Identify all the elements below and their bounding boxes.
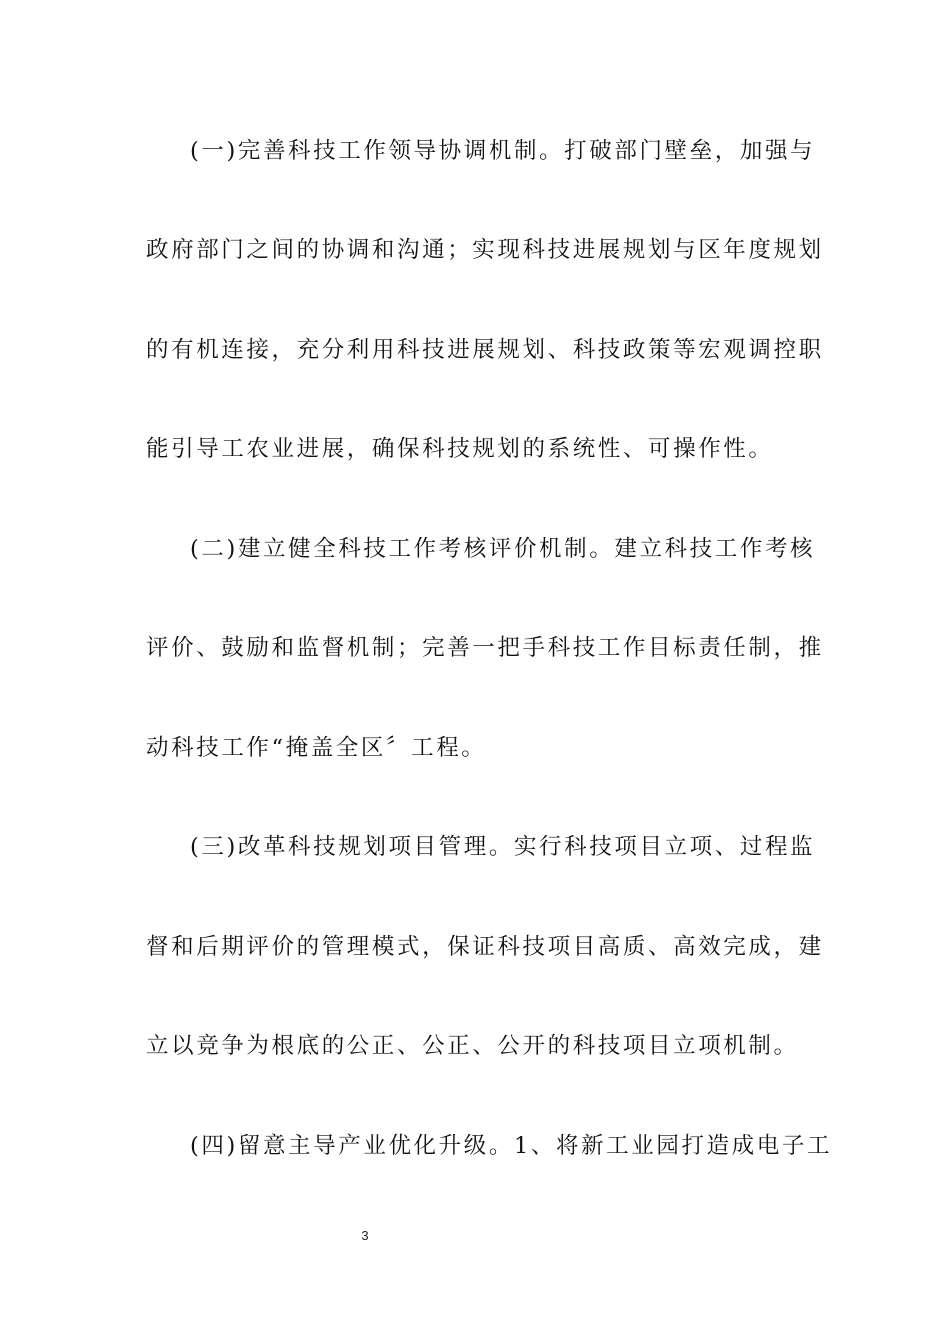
paragraph-2-line-3: 动科技工作“掩盖全区〞工程。 — [146, 735, 487, 761]
paragraph-1-line-4: 能引导工农业进展，确保科技规划的系统性、可操作性。 — [146, 436, 774, 462]
paragraph-3-line-1: (三)改革科技规划项目管理。实行科技项目立项、过程监 — [190, 834, 816, 860]
paragraph-2-line-2: 评价、鼓励和监督机制；完善一把手科技工作目标责任制，推 — [146, 635, 824, 661]
paragraph-1-line-1: (一)完善科技工作领导协调机制。打破部门壁垒，加强与 — [190, 138, 816, 164]
paragraph-1-line-2: 政府部门之间的协调和沟通；实现科技进展规划与区年度规划 — [146, 237, 824, 263]
paragraph-1-line-3: 的有机连接，充分利用科技进展规划、科技政策等宏观调控职 — [146, 337, 824, 363]
paragraph-2-line-1: (二)建立健全科技工作考核评价机制。建立科技工作考核 — [190, 536, 816, 562]
paragraph-4-line-1: (四)留意主导产业优化升级。1、将新工业园打造成电子工 — [190, 1133, 833, 1159]
paragraph-3-line-3: 立以竞争为根底的公正、公正、公开的科技项目立项机制。 — [146, 1033, 799, 1059]
paragraph-3-line-2: 督和后期评价的管理模式，保证科技项目高质、高效完成，建 — [146, 934, 824, 960]
page-number: 3 — [361, 1228, 369, 1243]
